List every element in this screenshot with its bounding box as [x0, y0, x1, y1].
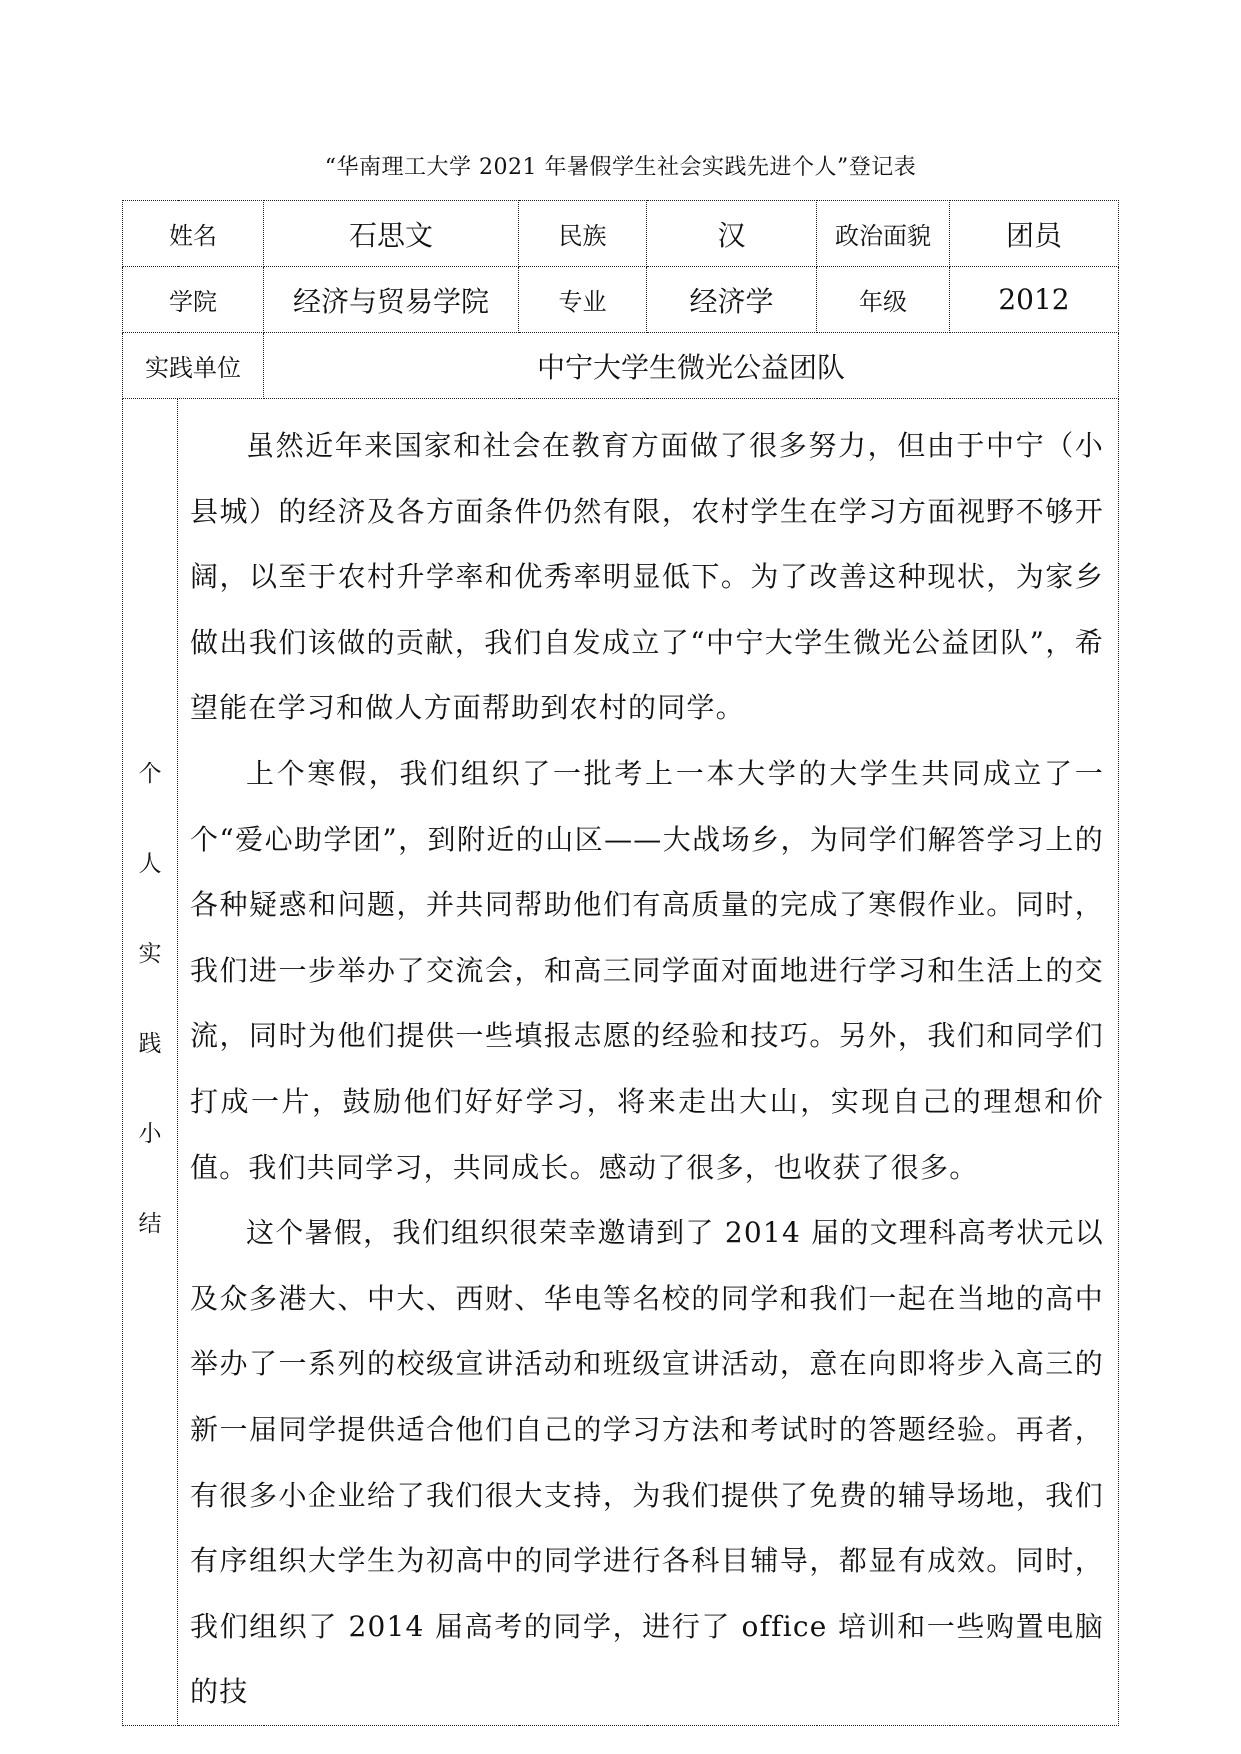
practice-unit-value: 中宁大学生微光公益团队: [264, 333, 1119, 399]
document-title: “华南理工大学 2021 年暑假学生社会实践先进个人”登记表: [324, 155, 917, 180]
ethnicity-label: 民族: [519, 201, 647, 267]
practice-unit-label: 实践单位: [123, 333, 264, 399]
summary-row: [123, 399, 1119, 1726]
summary-label-char: 实: [138, 941, 162, 967]
summary-label-char: 践: [138, 1031, 162, 1057]
name-value: 石思文: [264, 201, 519, 267]
name-label: 姓名: [123, 201, 264, 267]
practice-unit-row: [123, 333, 1119, 399]
summary-paragraph: 这个暑假，我们组织很荣幸邀请到了 2014 届的文理科高考状元以及众多港大、中大、西财、华电等名校的同学和我们一起在当地的高中举办了一系列的校级宣讲活动和班级宣讲活动，意在向即将步入高三的新一届同学提供适合他们自己的学习方法和考试时的答题经验。再者，有很多小企业给了我们很大支持，为我们提供了免费的辅导场地，我们有序组织大学生为初高中的同学进行各科目辅导，都显有成效。同时，我们组织了 2014 届高考的同学，进行了 office 培训和一些购置电脑的技: [190, 1216, 1104, 1709]
political-status-value: 团员: [950, 201, 1119, 267]
political-status-label: 政治面貌: [817, 201, 950, 267]
summary-label-char: 结: [138, 1211, 162, 1237]
basic-info-row: [123, 201, 1119, 267]
summary-paragraph: 虽然近年来国家和社会在教育方面做了很多努力，但由于中宁（小县城）的经济及各方面条件仍然有限，农村学生在学习方面视野不够开阔，以至于农村升学率和优秀率明显低下。为了改善这种现状，为家乡做出我们该做的贡献，我们自发成立了“中宁大学生微光公益团队”，希望能在学习和做人方面帮助到农村的同学。: [190, 429, 1104, 725]
summary-paragraph: 上个寒假，我们组织了一批考上一本大学的大学生共同成立了一个“爱心助学团”，到附近的山区——大战场乡，为同学们解答学习上的各种疑惑和问题，并共同帮助他们有高质量的完成了寒假作业。同时，我们进一步举办了交流会，和高三同学面对面地进行学习和生活上的交流，同时为他们提供一些填报志愿的经验和技巧。另外，我们和同学们打成一片，鼓励他们好好学习，将来走出大山，实现自己的理想和价值。我们共同学习，共同成长。感动了很多，也收获了很多。: [190, 756, 1104, 1184]
academic-info-row: [123, 267, 1119, 333]
college-value: 经济与贸易学院: [264, 267, 519, 333]
grade-label: 年级: [817, 267, 950, 333]
college-label: 学院: [123, 267, 264, 333]
major-value: 经济学: [647, 267, 817, 333]
registration-form-table: [122, 200, 1119, 1726]
summary-body: [178, 399, 1119, 1726]
summary-label-char: 个: [138, 761, 162, 787]
summary-side-label: [123, 399, 178, 1726]
grade-value: 2012: [950, 267, 1119, 333]
ethnicity-value: 汉: [647, 201, 817, 267]
summary-label-char: 小: [138, 1121, 162, 1147]
major-label: 专业: [519, 267, 647, 333]
summary-label-char: 人: [138, 851, 162, 877]
